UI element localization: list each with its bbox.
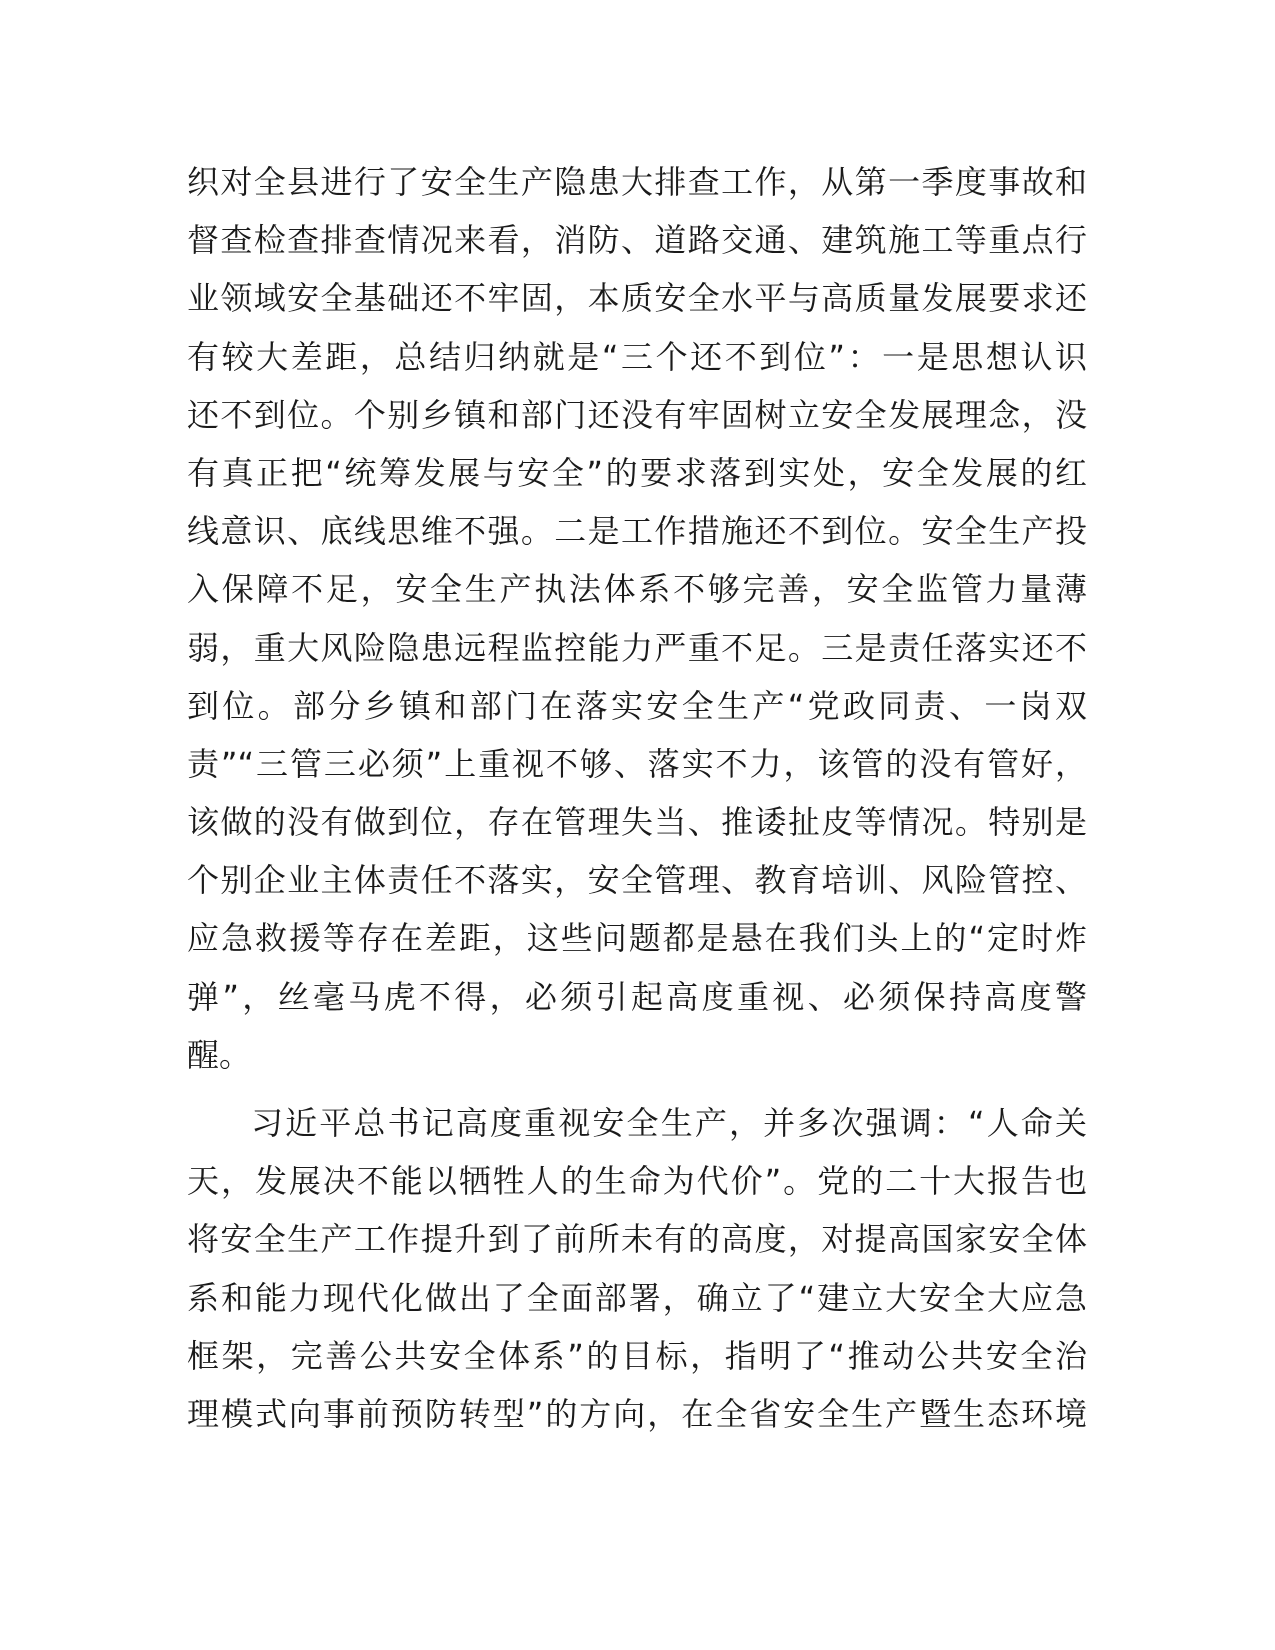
- paragraph-spacer: [187, 1084, 1087, 1094]
- text-line: 线意识、底线思维不强。二是工作措施还不到位。安全生产投: [187, 512, 1087, 551]
- paragraph-1: [187, 153, 1087, 1084]
- text-line: 还不到位。个别乡镇和部门还没有牢固树立安全发展理念，没: [187, 395, 1087, 434]
- text-line: 弹”，丝毫马虎不得，必须引起高度重视、必须保持高度警: [187, 977, 1087, 1016]
- text-line: 织对全县进行了安全生产隐患大排查工作，从第一季度事故和: [187, 163, 1087, 201]
- text-line: 个别企业主体责任不落实，安全管理、教育培训、风险管控、: [187, 861, 1087, 900]
- text-line: 天，发展决不能以牺牲人的生命为代价”。党的二十大报告也: [187, 1162, 1087, 1201]
- text-line: 将安全生产工作提升到了前所未有的高度，对提高国家安全体: [187, 1220, 1087, 1259]
- text-line: 责”“三管三必须”上重视不够、落实不力，该管的没有管好，: [187, 744, 1087, 783]
- text-line: 醒。: [187, 1035, 252, 1074]
- text-line: 有较大差距，总结归纳就是“三个还不到位”：一是思想认识: [187, 337, 1087, 376]
- text-line: 业领域安全基础还不牢固，本质安全水平与高质量发展要求还: [187, 279, 1087, 318]
- text-line: 该做的没有做到位，存在管理失当、推诿扯皮等情况。特别是: [187, 803, 1087, 842]
- text-line: 入保障不足，安全生产执法体系不够完善，安全监管力量薄: [187, 570, 1087, 609]
- text-line: 习近平总书记高度重视安全生产，并多次强调：“人命关: [251, 1104, 1087, 1142]
- text-line: 督查检查排查情况来看，消防、道路交通、建筑施工等重点行: [187, 221, 1087, 260]
- body-text: [187, 153, 1087, 1443]
- text-line: 系和能力现代化做出了全面部署，确立了“建立大安全大应急: [187, 1278, 1087, 1317]
- paragraph-2: [187, 1094, 1087, 1443]
- text-line: 弱，重大风险隐患远程监控能力严重不足。三是责任落实还不: [187, 628, 1087, 667]
- text-line: 有真正把“统筹发展与安全”的要求落到实处，安全发展的红: [187, 453, 1087, 492]
- text-line: 理模式向事前预防转型”的方向，在全省安全生产暨生态环境: [187, 1394, 1087, 1433]
- text-line: 应急救援等存在差距，这些问题都是悬在我们头上的“定时炸: [187, 919, 1087, 958]
- text-line: 到位。部分乡镇和部门在落实安全生产“党政同责、一岗双: [187, 686, 1087, 725]
- text-line: 框架，完善公共安全体系”的目标，指明了“推动公共安全治: [187, 1336, 1087, 1375]
